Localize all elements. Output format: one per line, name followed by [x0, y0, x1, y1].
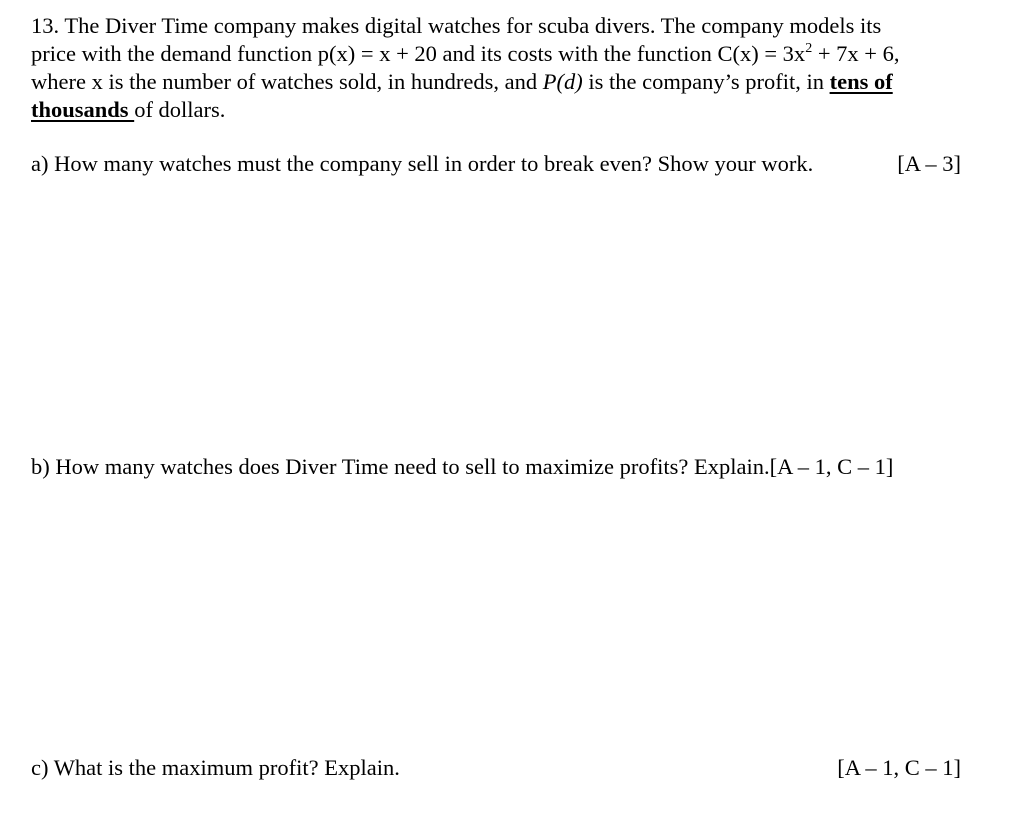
profit-function: P(d)	[542, 69, 583, 94]
problem-line-2: price with the demand function p(x) = x + 20 and its costs with the function $C(x) = 3x^2 + 7x + 6$,	[31, 41, 900, 66]
problem-line-4: thousands of dollars.	[31, 97, 226, 122]
question-b	[31, 453, 961, 481]
question-c	[31, 754, 961, 782]
question-b-text: b) How many watches does Diver Time need to sell to maximize profits? Explain.[A – 1, C – 1]	[31, 454, 894, 479]
question-a	[31, 150, 961, 178]
question-a-text: a) How many watches must the company sell in order to break even? Show your work.	[31, 151, 814, 176]
emphasis-units: tens of	[829, 69, 893, 94]
question-a-marks: [A – 3]	[897, 151, 961, 176]
problem-line-3: where x is the number of watches sold, in hundreds, and P(d) is the company’s profit, in tens of	[31, 69, 893, 94]
question-c-marks: [A – 1, C – 1]	[837, 755, 961, 780]
exponent: 2	[805, 41, 813, 56]
emphasis-units-continued: thousands	[31, 97, 135, 122]
answer-space-b	[31, 488, 961, 743]
problem-line-1: 13. The Diver Time company makes digital watches for scuba divers. The company models its	[31, 13, 882, 38]
problem-statement	[31, 12, 991, 124]
answer-space-a	[31, 185, 961, 440]
question-c-text: c) What is the maximum profit? Explain.	[31, 755, 400, 780]
